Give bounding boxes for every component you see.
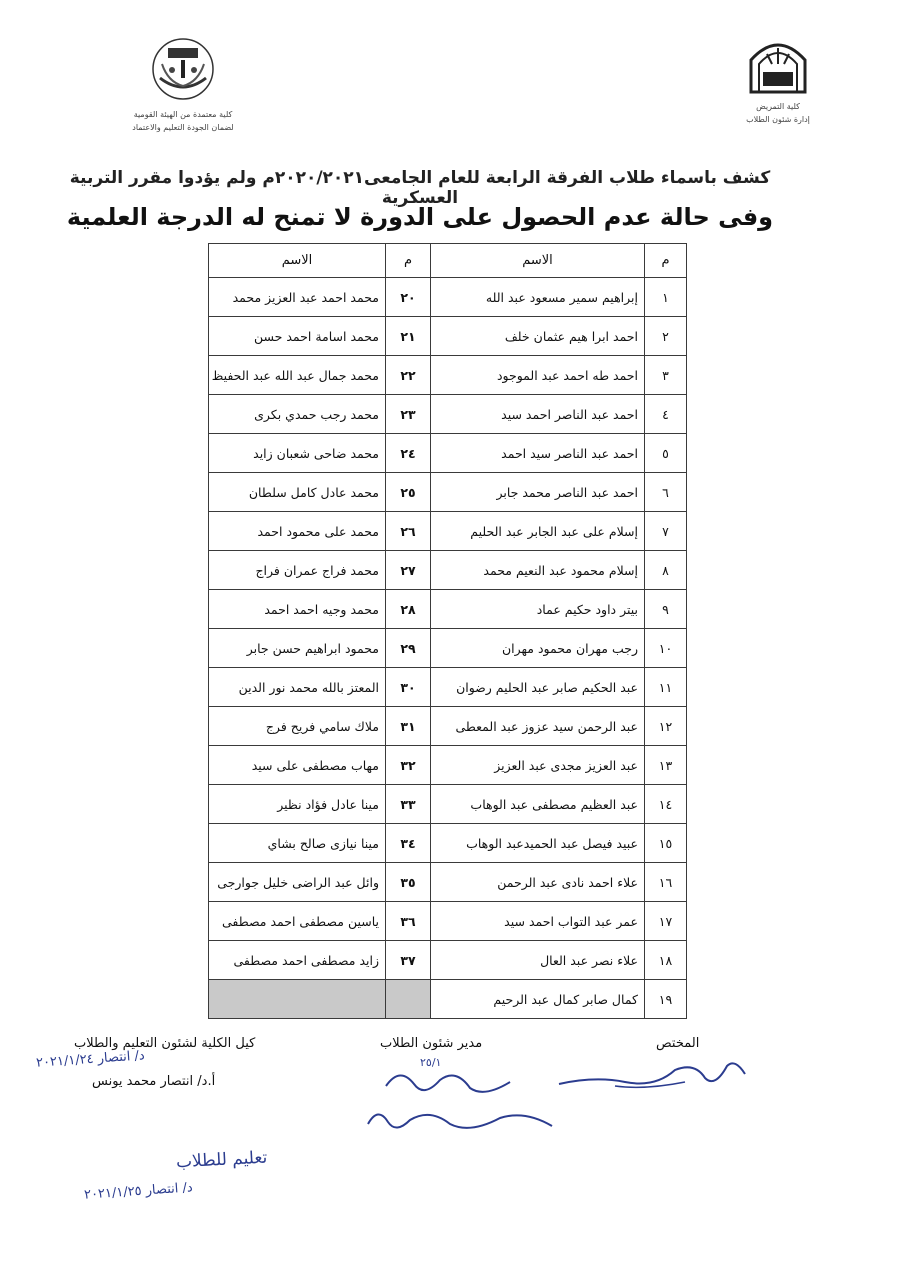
table-row [209,824,687,863]
student-name: مهاب مصطفى على سيد [209,746,386,785]
table-row [209,473,687,512]
faculty-arch-logo-icon [745,34,811,96]
vice-dean-name: أ.د/ انتصار محمد يونس [92,1074,216,1089]
student-name: إسلام محمود عبد النعيم محمد [431,551,645,590]
student-name: عبيد فيصل عبد الحميدعبد الوهاب [431,824,645,863]
row-number: ٦ [645,473,687,512]
director-label: مدير شئون الطلاب [380,1036,483,1051]
row-number: ٥ [645,434,687,473]
table-row [209,668,687,707]
row-number: ٤ [645,395,687,434]
second-signature-icon [360,1104,560,1138]
header-name-col2: الاسم [209,244,386,278]
student-name: علاء نصر عبد العال [431,941,645,980]
table-row [209,785,687,824]
row-number: ١ [645,278,687,317]
row-number: ٣٤ [386,824,431,863]
student-name: ياسين مصطفى احمد مصطفى [209,902,386,941]
university-emblem-left [128,34,238,134]
student-name: احمد طه احمد عبد الموجود [431,356,645,395]
student-name: محمد جمال عبد الله عبد الحفيظ [209,356,386,395]
table-row [209,356,687,395]
handwritten-note: تعليم للطلاب [175,1147,268,1173]
header-num-col1: م [645,244,687,278]
row-number: ٢ [645,317,687,356]
student-name: محمد وجيه احمد احمد [209,590,386,629]
row-number: ٢٤ [386,434,431,473]
row-number: ١٨ [645,941,687,980]
handwritten-date-1: د/ انتصار ٢٠٢١/١/٢٤ [35,1048,146,1071]
row-number: ٢٩ [386,629,431,668]
student-name: وائل عبد الراضى خليل جوارجى [209,863,386,902]
table-header-row [209,244,687,278]
student-name: عمر عبد التواب احمد سيد [431,902,645,941]
row-number: ٢٦ [386,512,431,551]
table-row [209,395,687,434]
row-number: ٨ [645,551,687,590]
table-row [209,590,687,629]
table-row [209,746,687,785]
logo-caption-accreditation: كلية معتمدة من الهيئة القومية [133,110,233,119]
student-name: محمد احمد عبد العزيز محمد [209,278,386,317]
row-number: ٣٦ [386,902,431,941]
row-number: ١٩ [645,980,687,1019]
document-title: كشف باسماء طلاب الفرقة الرابعة للعام الجامعى٢٠٢٠/٢٠٢١م ولم يؤدوا مقرر التربية العسكرية [69,168,771,208]
student-name: مينا عادل فؤاد نظير [209,785,386,824]
document-subtitle: وفى حالة عدم الحصول على الدورة لا تمنح له الدرجة العلمية [66,203,774,231]
student-name: محمد رجب حمدي بكرى [209,395,386,434]
logo-caption-dept: إدارة شئون الطلاب [746,115,810,124]
row-number: ٢٧ [386,551,431,590]
faculty-logo-right [728,34,828,126]
row-number: ١١ [645,668,687,707]
table-row [209,434,687,473]
student-name: محمد ضاحى شعبان زايد [209,434,386,473]
table-row [209,941,687,980]
row-number: ٣ [645,356,687,395]
specialist-signature-icon [555,1052,750,1096]
row-number: ١٠ [645,629,687,668]
student-name: ملاك سامي فريح فرج [209,707,386,746]
student-name: مينا نيازى صالح بشاي [209,824,386,863]
table-row [209,629,687,668]
row-number: ١٥ [645,824,687,863]
student-name: احمد عبد الناصر احمد سيد [431,395,645,434]
table-row [209,707,687,746]
table-row [209,512,687,551]
student-name: احمد ابرا هيم عثمان خلف [431,317,645,356]
row-number: ٩ [645,590,687,629]
student-name: احمد عبد الناصر سيد احمد [431,434,645,473]
row-number: ١٦ [645,863,687,902]
student-name: عبد العظيم مصطفى عبد الوهاب [431,785,645,824]
student-name: احمد عبد الناصر محمد جابر [431,473,645,512]
student-name: محمد اسامة احمد حسن [209,317,386,356]
table-row [209,278,687,317]
row-number: ٢٨ [386,590,431,629]
student-name: محمود ابراهيم حسن جابر [209,629,386,668]
student-name: محمد عادل كامل سلطان [209,473,386,512]
row-number: ١٢ [645,707,687,746]
row-number: ٣٥ [386,863,431,902]
vice-dean-label: كيل الكلية لشئون التعليم والطلاب [74,1036,256,1051]
director-signature-icon [380,1062,520,1102]
student-name: عبد الحكيم صابر عبد الحليم رضوان [431,668,645,707]
row-number: ٢٠ [386,278,431,317]
handwritten-mark: ٢٥/١ [420,1056,442,1069]
header-name-col1: الاسم [431,244,645,278]
student-name: كمال صابر كمال عبد الرحيم [431,980,645,1019]
student-name: عبد العزيز مجدى عبد العزيز [431,746,645,785]
row-number: ١٣ [645,746,687,785]
row-number: ٢١ [386,317,431,356]
row-number: ٣٠ [386,668,431,707]
laurel-emblem-icon [148,34,218,104]
row-number: ٣٢ [386,746,431,785]
row-number: ٧ [645,512,687,551]
student-name: زايد مصطفى احمد مصطفى [209,941,386,980]
row-number: ٣١ [386,707,431,746]
table-row [209,551,687,590]
row-number: ٢٢ [386,356,431,395]
row-number: ٣٧ [386,941,431,980]
student-name: محمد على محمود احمد [209,512,386,551]
student-name [209,980,386,1019]
student-name: عبد الرحمن سيد عزوز عبد المعطى [431,707,645,746]
student-name: المعتز بالله محمد نور الدين [209,668,386,707]
table-row [209,980,687,1019]
student-name: بيتر داود حكيم عماد [431,590,645,629]
handwritten-date-2: د/ انتصار ٢٠٢١/١/٢٥ [83,1180,194,1203]
student-name: إسلام على عبد الجابر عبد الحليم [431,512,645,551]
row-number: ١٧ [645,902,687,941]
student-name: رجب مهران محمود مهران [431,629,645,668]
row-number [386,980,431,1019]
students-table [208,243,687,1019]
logo-caption-quality: لضمان الجودة التعليم والاعتماد [132,123,234,132]
row-number: ١٤ [645,785,687,824]
row-number: ٢٣ [386,395,431,434]
row-number: ٢٥ [386,473,431,512]
header-num-col2: م [386,244,431,278]
table-row [209,863,687,902]
logo-caption-faculty: كلية التمريض [756,102,800,111]
specialist-label: المختص [656,1036,700,1051]
table-row [209,317,687,356]
student-name: محمد فراج عمران فراج [209,551,386,590]
row-number: ٣٣ [386,785,431,824]
student-name: علاء احمد نادى عبد الرحمن [431,863,645,902]
table-row [209,902,687,941]
student-name: إبراهيم سمير مسعود عبد الله [431,278,645,317]
